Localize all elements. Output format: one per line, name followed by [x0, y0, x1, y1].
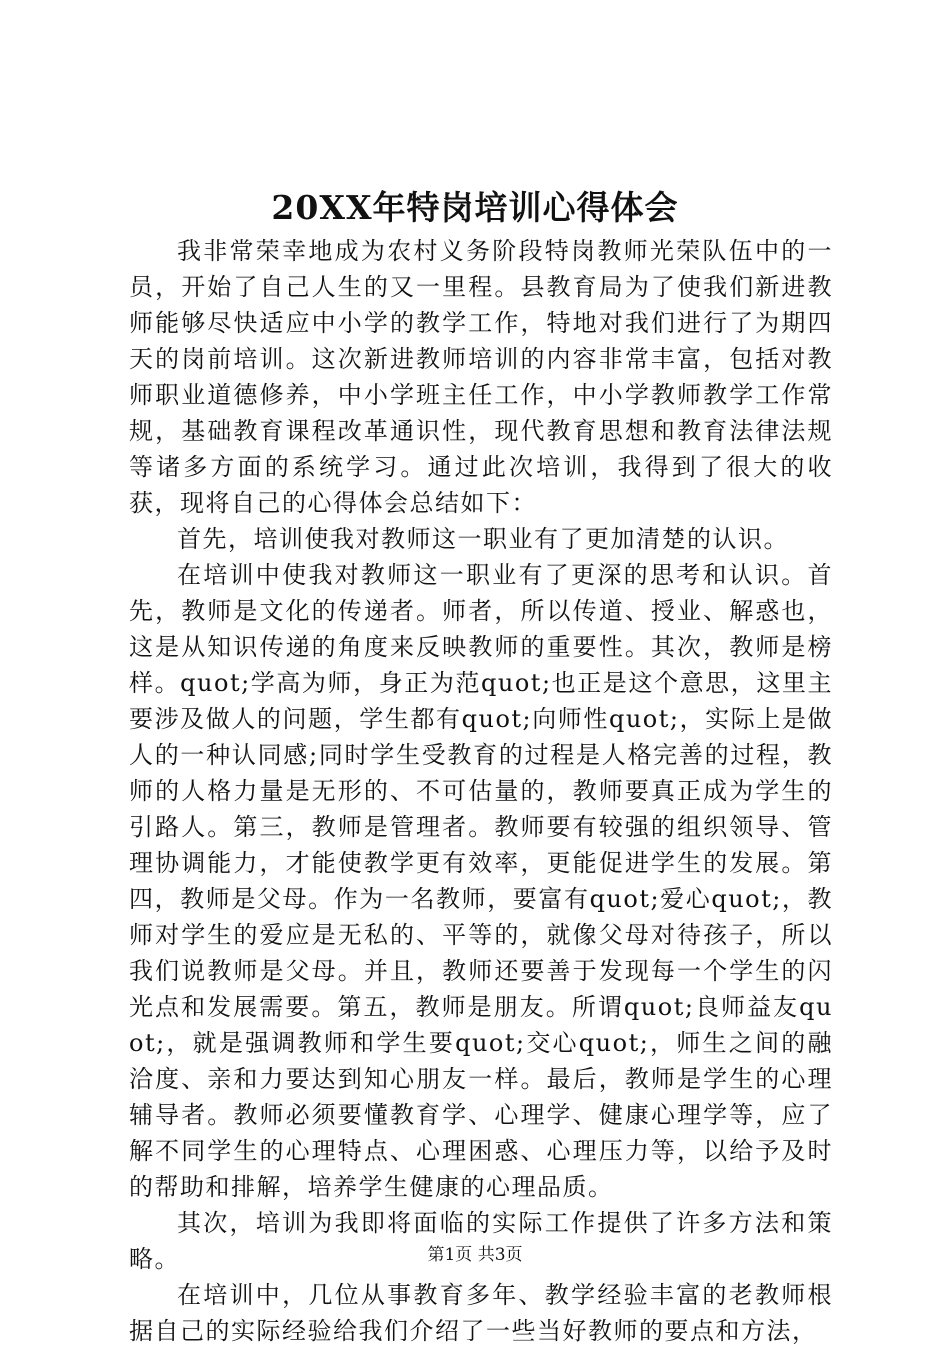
paragraph-teacher-roles: 在培训中使我对教师这一职业有了更深的思考和认识。首先，教师是文化的传递者。师者，所以传道、授业、解惑也，这是从知识传递的角度来反映教师的重要性。其次，教师是榜样。quot;学高为师，身正为范quot;也正是这个意思，这里主要涉及做人的问题，学生都有quot;向师性quot;，实际上是做人的一种认同感;同时学生受教育的过程是人格完善的过程，教师的人格力量是无形的、不可估量的，教师要真正成为学生的引路人。第三，教师是管理者。教师要有较强的组织领导、管理协调能力，才能使教学更有效率，更能促进学生的发展。第四，教师是父母。作为一名教师，要富有quot;爱心quot;，教师对学生的爱应是无私的、平等的，就像父母对待孩子，所以我们说教师是父母。并且，教师还要善于发现每一个学生的闪光点和发展需要。第五，教师是朋友。所谓quot;良师益友quot;，就是强调教师和学生要quot;交心quot;，师生之间的融洽度、亲和力要达到知心朋友一样。最后，教师是学生的心理辅导者。教师必须要懂教育学、心理学、健康心理学等，应了解不同学生的心理特点、心理困惑、心理压力等，以给予及时的帮助和排解，培养学生健康的心理品质。 [129, 561, 833, 1201]
document-body [129, 233, 833, 1349]
paragraph-experience: 在培训中，几位从事教育多年、教学经验丰富的老教师根据自己的实际经验给我们介绍了一些当好教师的要点和方法， [129, 1281, 833, 1345]
page-footer: 第1页 共3页 [427, 1245, 523, 1265]
document-title: 20XX年特岗培训心得体会 [271, 188, 679, 227]
paragraph-first-point: 首先，培训使我对教师这一职业有了更加清楚的认识。 [177, 525, 789, 553]
paragraph-second-point: 其次，培训为我即将面临的实际工作提供了许多方法和策略。 [129, 1209, 833, 1273]
paragraph-intro: 我非常荣幸地成为农村义务阶段特岗教师光荣队伍中的一员，开始了自己人生的又一里程。县教育局为了使我们新进教师能够尽快适应中小学的教学工作，特地对我们进行了为期四天的岗前培训。这次新进教师培训的内容非常丰富，包括对教师职业道德修养，中小学班主任工作，中小学教师教学工作常规，基础教育课程改革通识性，现代教育思想和教育法律法规等诸多方面的系统学习。通过此次培训，我得到了很大的收获，现将自己的心得体会总结如下： [129, 237, 833, 517]
